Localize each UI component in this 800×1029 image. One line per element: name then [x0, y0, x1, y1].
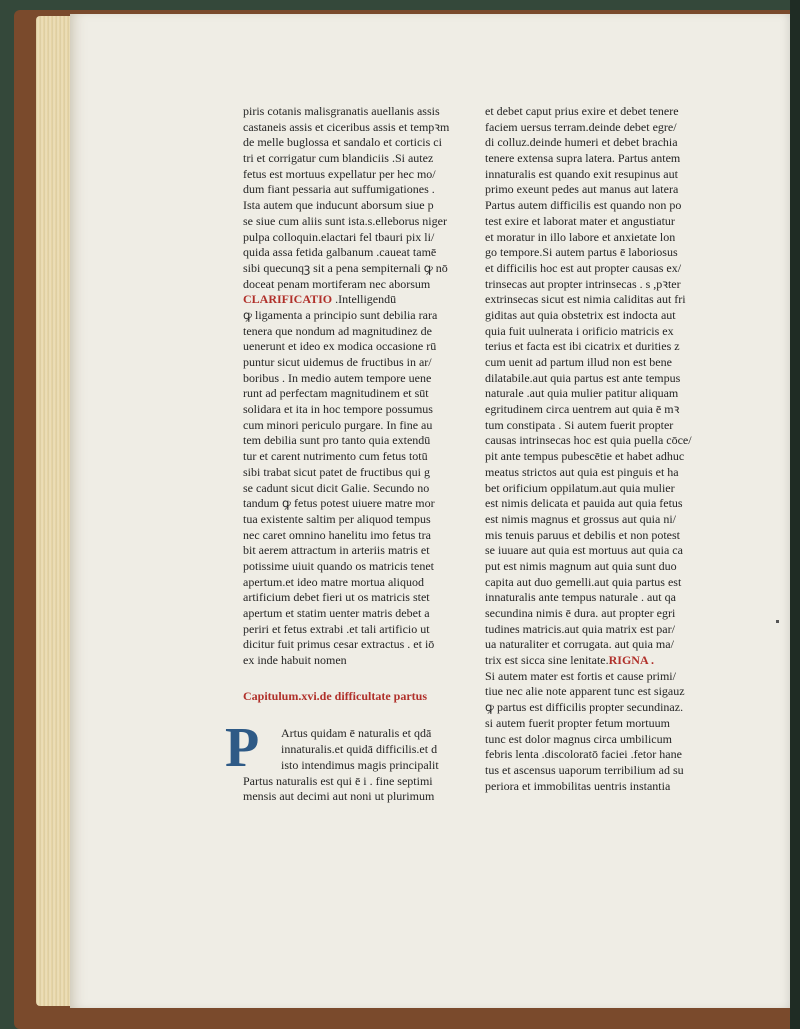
chapter-text-line: isto intendimus magis principalit — [281, 757, 439, 772]
rubric-line — [243, 292, 465, 308]
text-line: secundina nimis ē dura. aut propter egri — [485, 606, 676, 620]
text-line: boribus . In medio autem tempore uene — [243, 370, 432, 385]
text-line: faciem uersus terram.deinde debet egre/ — [485, 119, 677, 134]
left-text-column — [225, 104, 465, 805]
text-line: quia fuit uulnerata i orificio matricis ex — [485, 323, 674, 338]
text-line: apertum.et ideo matre mortua aliquod — [243, 574, 424, 589]
text-line: pit ante tempus pubescētie et habet adhuc — [485, 449, 685, 464]
text-line: go tempore.Si autem partus ē laboriosus — [485, 245, 678, 260]
chapter-body — [225, 717, 465, 804]
text-line: de melle buglossa et sandalo et corticis ci — [243, 135, 442, 150]
right-text-column — [485, 104, 707, 794]
text-line: runt ad perfectam magnitudinem et sūt — [243, 386, 429, 401]
text-line: sibi quecunqꝫ sit a pena sempiternali ꝙ nō — [243, 260, 448, 275]
text-line: mis tenuis paruus et debilis et non potest — [485, 527, 680, 542]
text-line: cum uenit ad partum illud non est bene — [485, 355, 672, 369]
text-line: tiue nec alie note apparent tunc est sigauz — [485, 684, 685, 699]
text-line: Ista autem que inducunt aborsum siue p — [243, 198, 434, 213]
text-line: fetus est mortuus expellatur per hec mo/ — [243, 166, 436, 181]
text-line: tenere extensa supra latera. Partus antem — [485, 151, 681, 166]
text-line: solidara et ita in hoc tempore possumus — [243, 402, 433, 417]
text-line: et moratur in illo labore et anxietate lon — [485, 229, 676, 244]
text-line: tem debilia sunt pro tanto quia extendū — [243, 433, 431, 448]
text-line: apertum et statim uenter matris debet a — [243, 606, 430, 620]
text-line: dilatabile.aut quia partus est ante tempus — [485, 370, 681, 385]
text-line: uenerunt et ideo ex modica occasione rū — [243, 339, 437, 354]
text-line: tandum ꝙ fetus potest uiuere matre mor — [243, 496, 435, 511]
left-paragraph-continued — [243, 308, 465, 669]
initial-letter: P — [225, 717, 260, 780]
text-line: primo exeunt pedes aut manus aut latera — [485, 182, 679, 197]
text-line: bet orificium oppilatum.aut quia mulier — [485, 480, 675, 495]
text-line: periora et immobilitas uentris instantia — [485, 778, 671, 793]
text-line: tua existente saltim per aliquod tempus — [243, 511, 431, 526]
text-line: puntur sicut uidemus de fructibus in ar/ — [243, 355, 432, 369]
text-line: cum minori periculo purgare. In fine au — [243, 417, 433, 432]
text-line: extrinsecas sicut est nimia caliditas aut fri — [485, 292, 686, 307]
text-line: ex inde habuit nomen — [243, 653, 347, 668]
text-line: tus et ascensus uaporum terribilium ad su — [485, 762, 684, 777]
text-line: egritudinem circa uentrem aut quia ē mꝛ — [485, 402, 680, 417]
text-line: piris cotanis malisgranatis auellanis assis — [243, 104, 440, 118]
text-line: naturale .aut quia mulier patitur aliquam — [485, 386, 679, 401]
text-line: pulpa colloquin.elactari fel tbauri pix li/ — [243, 229, 435, 244]
text-line: ꝙ ligamenta a principio sunt debilia rara — [243, 307, 438, 322]
text-line: innaturalis ante tempus naturale . aut qa — [485, 590, 676, 605]
right-paragraph-continued — [485, 669, 707, 795]
text-line: terius et facta est ibi cicatrix et durities z — [485, 339, 680, 354]
chapter-text-line: mensis aut decimi aut noni ut plurimum — [243, 789, 435, 804]
text-line: se iuuare aut quia est mortuus aut quia ca — [485, 543, 683, 558]
rubric-line-right — [485, 653, 707, 669]
chapter-lines — [243, 726, 465, 804]
chapter-text-line: Partus naturalis est qui ē i . fine septimi — [243, 773, 433, 788]
text-line: et debet caput prius exire et debet tenere — [485, 104, 679, 118]
text-line: periri et fetus extrabi .et tali artificio ut — [243, 621, 430, 636]
text-line: Partus autem difficilis est quando non po — [485, 198, 682, 213]
text-line: innaturalis est quando exit resupinus aut — [485, 166, 678, 181]
text-line: tri et corrigatur cum blandiciis .Si autez — [243, 151, 434, 166]
text-line: tur et carent nutrimento cum fetus totū — [243, 449, 428, 464]
text-line: artificium debet fieri ut os matricis stet — [243, 590, 430, 605]
text-line: est nimis magnus et grossus aut quia ni/ — [485, 511, 676, 526]
text-line: est nimis delicata et pauida aut quia fetus — [485, 496, 683, 511]
text-line: put est nimis magnum aut quia sunt duo — [485, 558, 677, 573]
rubric-continuation: .Intelligendū — [332, 292, 397, 307]
text-line: dicitur fuit primus cesar extractus . et iō — [243, 637, 435, 652]
rubric-prefix: trix est sicca sine lenitate. — [485, 653, 609, 668]
text-line: meatus strictos aut quia est pinguis et ha — [485, 464, 679, 479]
text-line: quida assa fetida galbanum .caueat tamē — [243, 245, 437, 260]
text-line: potissime uiuit quando os matricis tenet — [243, 558, 434, 573]
page-speck — [776, 620, 779, 623]
text-line: test exire et laborat mater et angustiatur — [485, 213, 675, 228]
chapter-text-line: Artus quidam ē naturalis et qdā — [281, 726, 432, 741]
left-paragraph — [243, 104, 465, 292]
background-edge — [790, 0, 800, 1029]
text-line: febris lenta .discoloratō faciei .fetor hane — [485, 747, 682, 762]
text-line: nec caret omnino hanelitu imo fetus tra — [243, 527, 431, 542]
rubric-rigna: RIGNA . — [608, 653, 654, 668]
chapter-heading: Capitulum.xvi.de difficultate partus — [243, 688, 428, 703]
text-line: Si autem mater est fortis et cause primi/ — [485, 668, 676, 683]
text-line: tenera que nondum ad magnitudinez de — [243, 323, 432, 338]
text-line: causas intrinsecas hoc est quia puella cōce/ — [485, 433, 692, 448]
text-line: se cadunt sicut dicit Galie. Secundo no — [243, 480, 430, 495]
text-line: tunc est dolor magnus circa umbilicum — [485, 731, 672, 746]
text-line: bit aerem attractum in arteriis matris et — [243, 543, 430, 558]
text-line: et difficilis hoc est aut propter causas ex/ — [485, 260, 682, 275]
text-line: tudines matricis.aut quia matrix est par/ — [485, 621, 675, 636]
text-line: di colluz.deinde humeri et debet brachia — [485, 135, 678, 150]
text-line: dum fiant pessaria aut suffumigationes . — [243, 182, 435, 197]
text-line: ua naturaliter et corrugata. aut quia ma/ — [485, 637, 674, 652]
text-line: castaneis assis et ciceribus assis et tempꝛm — [243, 119, 450, 134]
chapter-text-line: innaturalis.et quidā difficilis.et d — [281, 742, 438, 757]
text-line: sibi trabat sicut patet de fructibus qui g — [243, 464, 430, 479]
text-line: si autem fuerit propter fetum mortuum — [485, 715, 670, 730]
text-line: capita aut duo gemelli.aut quia partus est — [485, 574, 682, 589]
right-paragraph — [485, 104, 707, 653]
text-line: giditas aut quia obstetrix est indocta aut — [485, 307, 676, 322]
rubric-clarificatio: CLARIFICATIO — [243, 292, 333, 307]
text-line: doceat penam mortiferam nec aborsum — [243, 276, 431, 291]
text-line: trinsecas aut propter intrinsecas . s ,pꝛter — [485, 276, 681, 291]
text-line: se siue cum aliis sunt ista.s.elleborus niger — [243, 213, 447, 228]
text-line: ꝙ partus est difficilis propter secundinaz. — [485, 700, 684, 715]
text-line: tum constipata . Si autem fuerit propter — [485, 417, 674, 432]
